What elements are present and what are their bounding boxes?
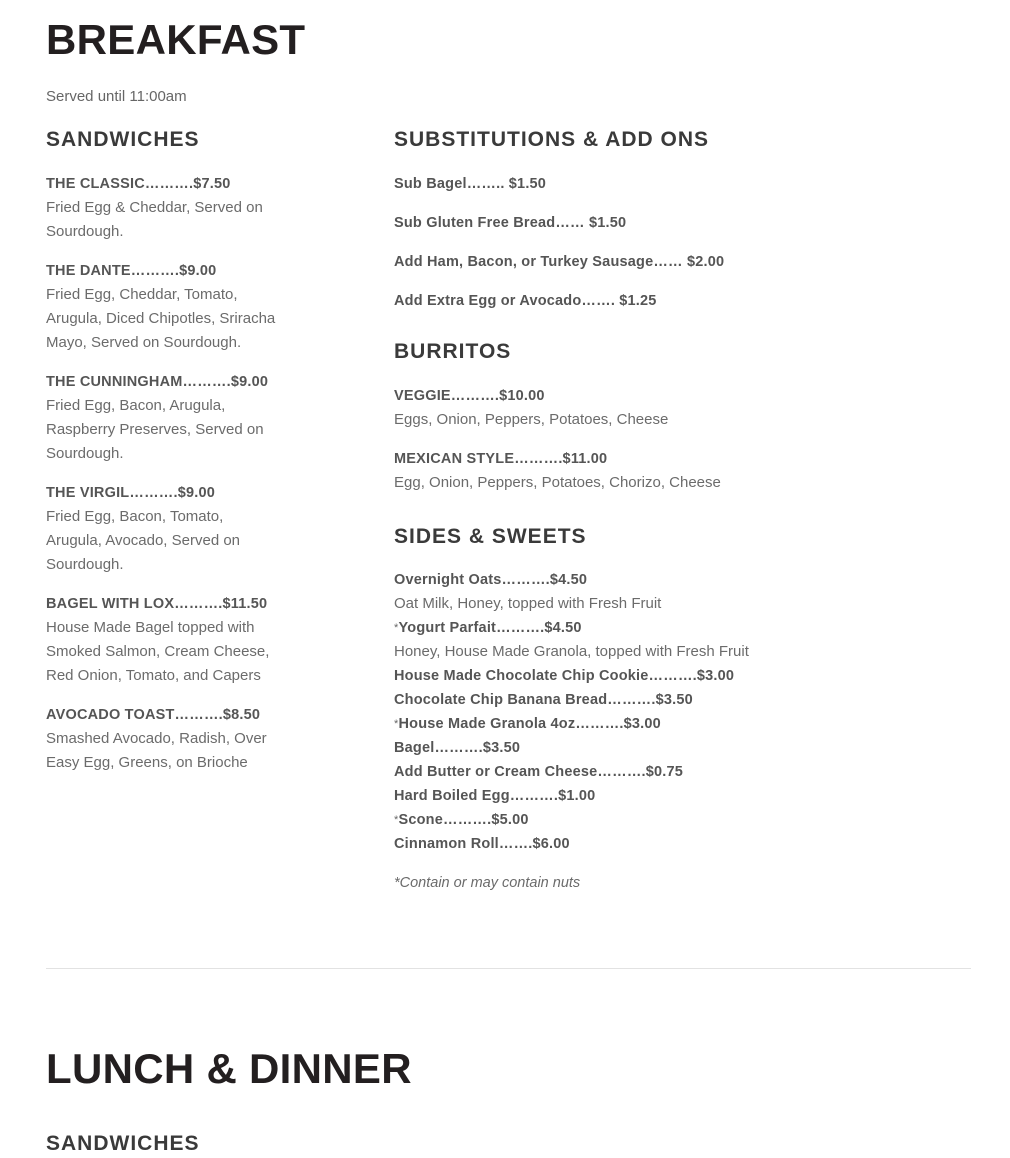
sides-list [394, 568, 964, 856]
menu-item-description: Fried Egg, Bacon, Tomato, Arugula, Avocado, Served on Sourdough. [46, 508, 241, 573]
side-item-text: Scone……….$5.00 [398, 812, 529, 828]
side-item-text: Bagel……….$3.50 [394, 740, 521, 756]
menu-item [46, 370, 276, 466]
nut-marker: * [394, 718, 399, 730]
lunch-sandwiches-heading: SANDWICHES [46, 1132, 200, 1155]
side-item-name [394, 568, 964, 592]
menu-item-description: Fried Egg, Bacon, Arugula, Raspberry Preserves, Served on Sourdough. [46, 397, 264, 462]
menu-item [46, 703, 276, 775]
addon-item: Sub Bagel…….. $1.50 [394, 176, 547, 192]
sides-heading: SIDES & SWEETS [394, 525, 587, 548]
burritos-heading: BURRITOS [394, 340, 512, 363]
menu-item [394, 384, 964, 432]
menu-item-description: House Made Bagel topped with Smoked Salmon, Cream Cheese, Red Onion, Tomato, and Capers [46, 619, 270, 684]
side-item-text: House Made Chocolate Chip Cookie……….$3.00 [394, 668, 735, 684]
menu-item-description: Fried Egg & Cheddar, Served on Sourdough. [46, 199, 263, 240]
substitutions-list [394, 172, 964, 313]
side-item-text: Yogurt Parfait……….$4.50 [398, 620, 582, 636]
substitutions-heading: SUBSTITUTIONS & ADD ONS [394, 128, 710, 151]
menu-item-name: THE VIRGIL……….$9.00 [46, 485, 215, 501]
addon-item: Add Extra Egg or Avocado……. $1.25 [394, 293, 657, 309]
side-item-text: Chocolate Chip Banana Bread……….$3.50 [394, 692, 693, 708]
menu-item [394, 447, 964, 495]
side-item-text: House Made Granola 4oz……….$3.00 [398, 716, 661, 732]
side-item-name [394, 616, 964, 640]
menu-item-name: THE DANTE……….$9.00 [46, 263, 217, 279]
side-item-text: Add Butter or Cream Cheese……….$0.75 [394, 764, 684, 780]
served-until-note: Served until 11:00am [46, 88, 187, 105]
menu-item-name: AVOCADO TOAST……….$8.50 [46, 707, 261, 723]
menu-item-description: Eggs, Onion, Peppers, Potatoes, Cheese [394, 411, 669, 428]
menu-item-name: MEXICAN STYLE……….$11.00 [394, 451, 608, 467]
sandwiches-section [46, 126, 276, 790]
menu-item-name: THE CUNNINGHAM……….$9.00 [46, 374, 269, 390]
side-item-name [394, 736, 964, 760]
side-item-text: Cinnamon Roll…….$6.00 [394, 836, 570, 852]
menu-item-description: Egg, Onion, Peppers, Potatoes, Chorizo, Cheese [394, 474, 721, 491]
menu-item [46, 172, 276, 244]
side-item-name [394, 664, 964, 688]
burritos-list [394, 384, 964, 495]
side-item-description: Honey, House Made Granola, topped with Fresh Fruit [394, 643, 749, 660]
addon-item: Add Ham, Bacon, or Turkey Sausage…… $2.00 [394, 254, 725, 270]
side-item-name [394, 784, 964, 808]
addon-item: Sub Gluten Free Bread…… $1.50 [394, 215, 627, 231]
menu-item-name: THE CLASSIC……….$7.50 [46, 176, 231, 192]
side-item-name [394, 688, 964, 712]
menu-item [46, 592, 276, 688]
side-item-name [394, 808, 964, 832]
side-item-text: Hard Boiled Egg……….$1.00 [394, 788, 596, 804]
menu-item [46, 259, 276, 355]
menu-item [46, 481, 276, 577]
breakfast-title: BREAKFAST [46, 16, 306, 63]
lunch-dinner-title: LUNCH & DINNER [46, 1045, 412, 1092]
section-divider [46, 968, 971, 969]
side-item-name [394, 832, 964, 856]
menu-item-description: Smashed Avocado, Radish, Over Easy Egg, Greens, on Brioche [46, 730, 267, 771]
menu-item-description: Fried Egg, Cheddar, Tomato, Arugula, Diced Chipotles, Sriracha Mayo, Served on Sourdough. [46, 286, 276, 351]
nuts-disclaimer: *Contain or may contain nuts [394, 875, 581, 891]
nut-marker: * [394, 814, 399, 826]
side-item-name [394, 712, 964, 736]
nut-marker: * [394, 622, 399, 634]
menu-item-name: BAGEL WITH LOX……….$11.50 [46, 596, 268, 612]
sandwiches-heading: SANDWICHES [46, 128, 200, 151]
side-item-name [394, 760, 964, 784]
side-item-text: Overnight Oats……….$4.50 [394, 572, 588, 588]
side-item-description: Oat Milk, Honey, topped with Fresh Fruit [394, 595, 662, 612]
right-column [394, 126, 964, 895]
sandwiches-list [46, 172, 276, 775]
menu-item-name: VEGGIE……….$10.00 [394, 388, 545, 404]
